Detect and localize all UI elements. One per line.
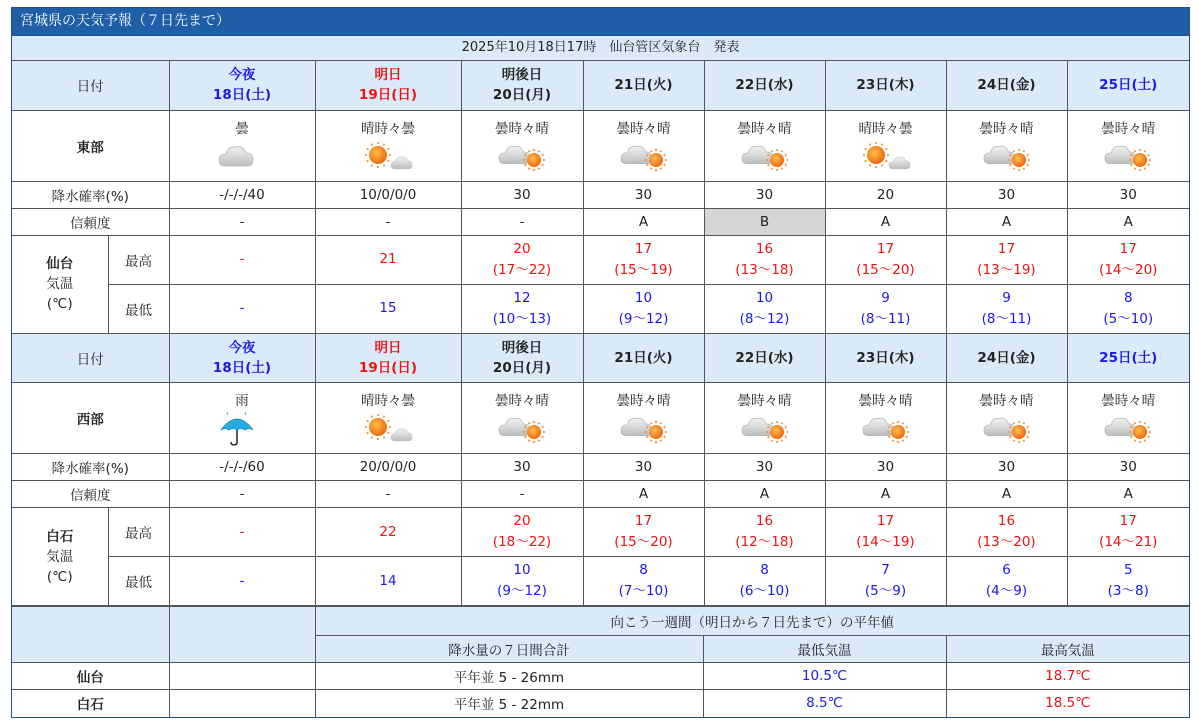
weather-text: 曇時々晴 [737,393,792,409]
min-temp-cell [461,557,583,606]
normals-row [12,663,1189,690]
max-temp-value: 21 [379,251,397,267]
min-temp-cell [946,557,1067,606]
min-temp-cell [169,284,315,333]
max-temp-row [12,508,1189,557]
cloudy-icon [170,138,315,174]
max-label: 最高 [108,235,169,284]
min-temp-range: (5～9) [864,583,907,599]
weather-cell [704,110,825,181]
date-header-cell [946,61,1067,110]
max-temp-range: (14～21) [1099,534,1158,550]
min-temp-range: (7～10) [618,583,669,599]
normals-col-max: 最高気温 [946,636,1189,663]
date-header-cell [1067,334,1189,383]
pop-value: 30 [583,181,704,208]
temp-city-cell [12,235,108,333]
min-temp-value: - [239,300,245,316]
max-temp-range: (14～20) [1099,261,1158,278]
weather-text: 曇時々晴 [979,393,1034,409]
min-temp-value: 15 [379,300,397,316]
weather-cell [1067,383,1189,454]
date-day: 22日(水) [735,77,794,94]
max-temp-cell [315,508,461,557]
max-temp-value: 17 [1119,513,1137,529]
weather-cell [169,383,315,454]
normals-precip: 平年並 5 - 22mm [315,690,703,717]
date-header-cell [704,334,825,383]
region-forecast-table [12,61,1189,334]
date-day: 23日(木) [856,349,915,366]
date-header-cell [704,61,825,110]
max-temp-row [12,235,1189,284]
umbrella-icon [170,410,315,446]
max-temp-value: 17 [876,240,895,257]
weather-text: 曇時々晴 [737,120,792,137]
max-temp-cell [461,508,583,557]
max-temp-value: - [239,251,245,267]
reliability-value: - [315,481,461,508]
normals-max-temp: 18.5℃ [946,690,1189,717]
date-label: 日付 [12,334,169,383]
reliability-row [12,481,1189,508]
date-header-cell [825,334,946,383]
max-temp-cell [583,508,704,557]
forecast-panel [11,7,1190,718]
min-temp-value: 8 [639,562,648,578]
panel-title: 宮城県の天気予報（７日先まで） [12,8,1189,36]
pop-value: -/-/-/60 [169,454,315,481]
pop-value: 30 [704,454,825,481]
reliability-value: A [583,208,704,235]
min-temp-row [12,557,1189,606]
normals-col-min: 最低気温 [703,636,946,663]
pop-value: 30 [946,181,1067,208]
max-temp-value: 16 [755,513,774,529]
pop-label: 降水確率(%) [12,181,169,208]
max-temp-range: (13～20) [977,534,1036,550]
temp-unit: (℃) [46,568,73,585]
weather-cell [583,383,704,454]
max-temp-value: 20 [513,240,531,257]
sun-cloud-icon [316,138,461,174]
min-temp-value: 7 [881,562,890,578]
date-day: 24日(金) [977,349,1036,366]
max-temp-value: 17 [634,513,653,529]
max-temp-value: 17 [634,240,653,257]
max-temp-cell [315,235,461,284]
normals-heading: 向こう一週間（明日から７日先まで）の平年値 [315,607,1189,636]
weather-text: 雨 [235,393,249,409]
reliability-value: A [825,208,946,235]
min-temp-cell [1067,284,1189,333]
date-label: 日付 [12,61,169,110]
min-temp-value: 10 [513,562,531,578]
max-temp-range: (18～22) [492,534,552,550]
cloud-sun-icon [947,138,1067,174]
date-header-cell [946,334,1067,383]
min-temp-value: 8 [760,562,769,578]
weather-text: 曇時々晴 [495,120,549,137]
min-temp-cell [583,557,704,606]
reliability-value: A [704,481,825,508]
weather-text: 曇時々晴 [616,120,671,137]
max-temp-cell [946,235,1067,284]
weather-row [12,383,1189,454]
sun-cloud-icon [316,410,461,446]
min-temp-value: 10 [755,289,774,306]
min-temp-range: (8～11) [860,310,911,327]
date-day: 21日(火) [614,349,673,366]
date-relative: 明日 [374,67,402,84]
date-header-cell [315,61,461,110]
min-temp-cell [704,284,825,333]
reliability-value: A [583,481,704,508]
regions-container [12,61,1189,606]
temp-city: 仙台 [46,256,74,272]
normals-precip: 平年並 5 - 26mm [315,663,703,690]
date-header-cell [169,61,315,110]
temp-label: 気温 [46,276,74,292]
reliability-value: A [1067,481,1189,508]
min-temp-value: 5 [1123,562,1133,578]
date-day: 19日(日) [358,87,418,104]
weather-cell [315,383,461,454]
min-temp-cell [704,557,825,606]
reliability-value: - [461,481,583,508]
cloud-sun-icon [705,410,825,446]
min-temp-range: (3～8) [1107,583,1149,599]
normals-min-temp: 10.5℃ [703,663,946,690]
min-temp-value: 10 [634,289,653,306]
max-temp-cell [825,235,946,284]
date-relative: 今夜 [228,339,256,356]
max-temp-cell [1067,508,1189,557]
date-header-cell [461,61,583,110]
cloud-sun-icon [462,138,583,174]
cloud-sun-icon [584,410,704,446]
min-temp-cell [315,557,461,606]
weather-text: 曇時々晴 [1101,120,1156,137]
weather-text: 曇時々晴 [979,120,1034,137]
min-temp-value: 9 [1002,289,1011,306]
pop-value: 30 [583,454,704,481]
date-relative: 今夜 [228,67,256,84]
cloud-sun-icon [826,410,946,446]
cloud-sun-icon [1068,138,1190,174]
min-temp-cell [583,284,704,333]
weather-cell [704,383,825,454]
normals-min-temp: 8.5℃ [703,690,946,717]
reliability-value: - [461,208,583,235]
date-header-cell [315,334,461,383]
cloud-sun-icon [462,410,583,446]
max-temp-cell [1067,235,1189,284]
date-day: 18日(土) [212,359,272,376]
max-temp-cell [946,508,1067,557]
max-temp-range: (15～20) [614,534,673,550]
normals-city: 白石 [12,690,169,717]
max-label: 最高 [108,508,169,557]
date-header-row [12,61,1189,110]
normals-row [12,690,1189,717]
region-forecast-table [12,334,1189,607]
weather-text: 曇時々晴 [616,393,671,409]
pop-label: 降水確率(%) [12,454,169,481]
temp-unit: (℃) [46,296,73,312]
weather-cell [1067,110,1189,181]
reliability-value: - [169,208,315,235]
cloud-sun-icon [947,410,1067,446]
cloud-sun-icon [584,138,704,174]
date-relative: 明日 [374,339,402,356]
normals-blank-1 [12,607,169,663]
max-temp-range: (15～19) [614,261,673,278]
date-day: 22日(水) [735,349,794,366]
normals-max-temp: 18.7℃ [946,663,1189,690]
max-temp-range: (17～22) [492,261,552,278]
weather-cell [461,110,583,181]
weather-text: 曇時々晴 [495,393,549,409]
reliability-value: B [704,208,825,235]
max-temp-value: 17 [997,240,1016,257]
max-temp-value: 17 [1119,240,1137,257]
weather-text: 晴時々曇 [361,120,415,137]
date-header-cell [1067,61,1189,110]
min-temp-value: 6 [1002,562,1011,578]
weather-cell [169,110,315,181]
reliability-value: A [946,208,1067,235]
date-day: 24日(金) [977,77,1036,94]
date-day: 25日(土) [1099,77,1158,94]
min-temp-value: 8 [1123,289,1133,306]
min-temp-cell [825,557,946,606]
reliability-value: - [315,208,461,235]
max-temp-cell [583,235,704,284]
date-header-cell [169,334,315,383]
area-name: 東部 [12,110,169,181]
min-label: 最低 [108,557,169,606]
weather-cell [583,110,704,181]
reliability-value: A [825,481,946,508]
max-temp-value: - [239,523,245,540]
max-temp-value: 20 [513,513,531,529]
weather-text: 曇時々晴 [1101,393,1156,409]
normals-table [12,606,1189,717]
temp-city-cell [12,508,108,606]
weather-text: 晴時々曇 [858,120,913,137]
normals-blank [169,690,315,717]
pop-value: 30 [461,181,583,208]
weather-cell [315,110,461,181]
max-temp-range: (13～18) [735,261,794,278]
pop-value: 20/0/0/0 [315,454,461,481]
date-header-row [12,334,1189,383]
min-temp-range: (10～13) [492,310,552,327]
date-header-cell [825,61,946,110]
max-temp-value: 16 [755,240,774,257]
date-day: 23日(木) [856,77,915,94]
min-temp-cell [1067,557,1189,606]
min-temp-cell [461,284,583,333]
date-relative: 明後日 [501,67,543,84]
pop-row [12,181,1189,208]
pop-value: 30 [946,454,1067,481]
max-temp-range: (13～19) [977,261,1036,278]
pop-row [12,454,1189,481]
date-day: 21日(火) [614,77,673,94]
max-temp-cell [169,235,315,284]
weather-cell [946,110,1067,181]
max-temp-value: 16 [997,513,1016,529]
min-temp-value: 14 [379,572,397,589]
min-temp-value: - [239,572,245,589]
date-day: 20日(月) [492,87,552,104]
date-header-cell [583,61,704,110]
min-temp-range: (5～10) [1103,310,1154,327]
temp-city: 白石 [46,528,74,545]
normals-col-precip: 降水量の７日間合計 [315,636,703,663]
min-temp-range: (8～12) [739,310,790,327]
pop-value: 30 [1067,454,1189,481]
pop-value: 10/0/0/0 [315,181,461,208]
max-temp-cell [704,235,825,284]
weather-text: 曇 [235,120,249,137]
pop-value: 30 [461,454,583,481]
cloud-sun-icon [1068,410,1190,446]
max-temp-cell [461,235,583,284]
max-temp-value: 17 [876,513,895,529]
pop-value: 30 [825,454,946,481]
date-header-cell [583,334,704,383]
temp-label: 気温 [46,548,74,565]
date-day: 19日(日) [358,359,418,376]
min-temp-cell [315,284,461,333]
weather-cell [461,383,583,454]
reliability-label: 信頼度 [12,208,169,235]
weather-text: 晴時々曇 [361,393,415,409]
reliability-value: A [946,481,1067,508]
sun-cloud-icon [826,138,946,174]
max-temp-range: (15～20) [856,261,915,278]
date-header-cell [461,334,583,383]
max-temp-range: (14～19) [856,534,915,550]
max-temp-cell [825,508,946,557]
normals-blank-2 [169,607,315,663]
pop-value: 30 [1067,181,1189,208]
min-temp-cell [825,284,946,333]
min-label: 最低 [108,284,169,333]
min-temp-value: 12 [513,289,531,306]
min-temp-value: 9 [881,289,890,306]
date-relative: 明後日 [501,339,543,356]
area-name: 西部 [12,383,169,454]
reliability-value: - [169,481,315,508]
min-temp-cell [169,557,315,606]
pop-value: 20 [825,181,946,208]
min-temp-range: (4～9) [985,583,1028,599]
pop-value: 30 [704,181,825,208]
date-day: 20日(月) [492,359,552,376]
pop-value: -/-/-/40 [169,181,315,208]
reliability-row [12,208,1189,235]
normals-blank [169,663,315,690]
weather-cell [825,110,946,181]
min-temp-range: (8～11) [981,310,1032,327]
weather-cell [946,383,1067,454]
max-temp-cell [704,508,825,557]
reliability-label: 信頼度 [12,481,169,508]
date-day: 18日(土) [212,87,272,104]
date-day: 25日(土) [1099,349,1158,366]
min-temp-range: (9～12) [618,310,669,327]
reliability-value: A [1067,208,1189,235]
max-temp-cell [169,508,315,557]
weather-cell [825,383,946,454]
min-temp-range: (9～12) [497,583,547,599]
max-temp-range: (12～18) [735,534,794,550]
max-temp-value: 22 [379,523,397,540]
normals-city: 仙台 [12,663,169,690]
min-temp-row [12,284,1189,333]
issued-line: 2025年10月18日17時 仙台管区気象台 発表 [12,36,1189,61]
min-temp-cell [946,284,1067,333]
min-temp-range: (6～10) [739,583,790,599]
weather-text: 曇時々晴 [858,393,913,409]
cloud-sun-icon [705,138,825,174]
weather-row [12,110,1189,181]
